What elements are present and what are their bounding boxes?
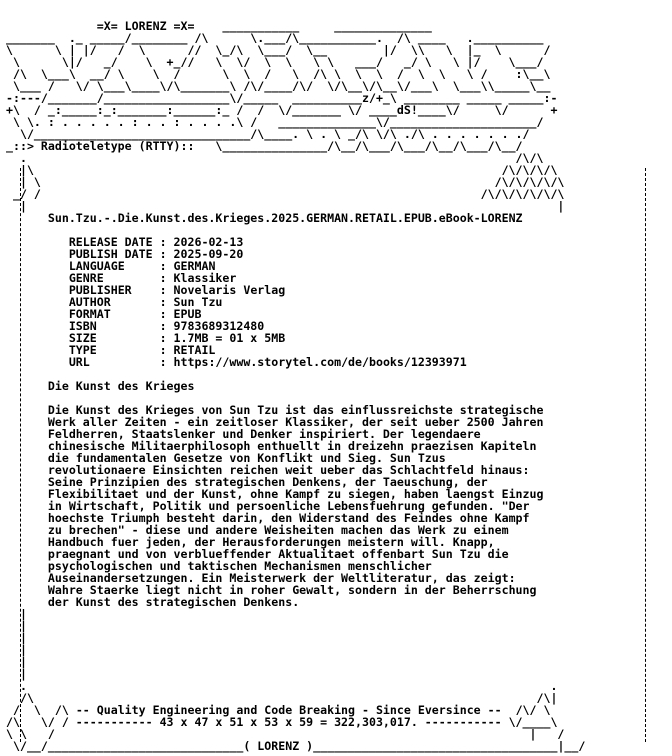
- field-value-size: 1.7MB = 01 x 5MB: [173, 331, 286, 345]
- field-key-publisher: PUBLISHER: [68, 283, 132, 297]
- field-key-release-date: RELEASE DATE: [68, 235, 153, 249]
- subtitle-art: \_______________/\__/\___/\___/\__/\___/\__/ . /\/\ |\ /\/\/\/\ | \ /\/\/\/\/\ _/ / /\/\/\/\/\/\ | |: [12, 139, 565, 213]
- logo-line-1b: ___________ ______________: [222, 19, 432, 33]
- field-value-author: Sun Tzu: [173, 295, 223, 309]
- field-value-url[interactable]: https://www.storytel.com/de/books/12393971: [173, 355, 467, 369]
- logo-art: _______ ._ _____/________ /\ \.___/\___________. /\ ____ .__________ \ \ | |/ / \ // \_/\ \___/ \__ |/ \\ \ |_ \ / \ \|/ _/ \ +_// \ \/ \ \ \ \ ___/ _/ \ \ |/ \___/ /\ \___\ __/ \ \ / \ \ / \ /\ \ \ \ / \ \ \ / :\__\ \___ / \/ \___\____\/\_______\ /\/____/\/ \/\__\/\__\/___\ \___\\_____\__ -:---/_______/__________________\/_____ __________z/+_\ ________ _____ _____:- +\ / _:_____:_:_______:______:_ / / \/_______ \/ ____dS!____\/ \/ + \ \. : . . . . . : . . : . . . .\ / ______________\/_____________________/ \/_______________________________/\____. \ . \ _/\ \/\ ./\ . . . . . . ./: [6, 31, 558, 141]
- field-value-publish-date: 2025-09-20: [173, 247, 244, 261]
- field-key-isbn: ISBN: [68, 319, 97, 333]
- footer-equation: 43 x 47 x 51 x 53 x 59 = 322,303,017.: [159, 715, 418, 729]
- description-line: zu brechen" - diese und andere Weisheiten machen das Werk zu einem: [47, 523, 509, 537]
- field-value-release-date: 2026-02-13: [173, 235, 244, 249]
- field-key-publish-date: PUBLISH DATE: [68, 247, 153, 261]
- description-line: in Wirtschaft, Politik und persoenliche Lebensfuehrung gefunden. "Der: [47, 499, 530, 513]
- field-key-format: FORMAT: [68, 307, 111, 321]
- field-key-size: SIZE: [68, 331, 97, 345]
- field-key-language: LANGUAGE: [68, 259, 125, 273]
- description-line: Handbuch fuer jeden, der Herausforderungen meistern will. Knapp,: [47, 535, 495, 549]
- subtitle: _::> Radioteletype (RTTY)::: [6, 139, 195, 153]
- description-line: Die Kunst des Krieges von Sun Tzu ist das einflussreichste strategische: [47, 403, 544, 417]
- field-value-isbn: 9783689312480: [173, 319, 265, 333]
- description-line: Werk aller Zeiten - ein zeitloser Klassiker, der seit ueber 2500 Jahren: [47, 415, 544, 429]
- field-key-author: AUTHOR: [68, 295, 111, 309]
- description-line: die fundamentalen Gesetze von Konflikt und Sieg. Sun Tzus: [47, 451, 446, 465]
- description-line: revolutionaere Einsichten reichen weit ueber das Schlachtfeld hinaus:: [47, 463, 530, 477]
- description-line: Auseinandersetzungen. Ein Meisterwerk der Weltliteratur, das zeigt:: [47, 571, 516, 585]
- release-name-prefix: [6, 211, 48, 225]
- field-key-url: URL: [68, 355, 90, 369]
- description-line: praegnant und von verblueffender Aktualitaet offenbart Sun Tzu die: [47, 547, 509, 561]
- footer-tagline: -- Quality Engineering and Code Breaking - Since Eversince --: [75, 703, 502, 717]
- field-value-language: GERMAN: [173, 259, 216, 273]
- description-line: Wahre Staerke liegt nicht in roher Gewalt, sondern in der Beherrschung: [47, 583, 537, 597]
- nfo-document: =X= LORENZ =X= ___________ ______________ _______ ._ _____/________ /\ \.___/\___________. /\ ____ .__________ \ \ | |/ / \ // \_/\ \___/ \__ |/ \\ \ |_ \ / \ \|/ _/ \ +_// \ \/ \ \ \ \ ___/ _/ \ \ |/ \___/ /\ \___\ __/ \ \ / \ \ / \ /\ \ \ \ / \ \ \ / :\__\ \___ / \/ \___\____\/\_______\ /\/____/\/ \/\__\/\__\/___\ \___\\_____\__ -:---/_______/__________________\/_____ __________z/+_\ ________ _____ _____:- +\ / _:_____:_:_______:______:_ / / \/_______ \/ ____dS!____\/ \/ + \ \. : . . . . . : . . : . . . .\ / ______________\/_____________________/ \/_______________________________/\____. \ . \ _/\ \/\ ./\ . . . . . . ./ _::> Radioteletype (RTTY):: \_______________/\__/\___/\___/\__/\___/\__/ . /\/\ |\ /\/\/\/\ | \ /\/\/\/\/\ _/ / /\/\/\/\/\/\ | | Sun.Tzu.-.Die.Kunst.des.Krieges.2025.GERMAN.RETAIL.EPUB.eBook-LORENZ RELEASE DATE : 2026-02-13 PUBLISH DATE : 2025-09-20 LANGUAGE : GERMAN GENRE : Klassiker PUBLISHER : Novelaris Verlag AUTHOR : Sun Tzu FORMAT : EPUB ISBN : 9783689312480 SIZE : 1.7MB = 01 x 5MB TYPE : RETAIL URL : https://www.storytel.com/de/books/12393971 Die Kunst des Krieges Die Kunst des Krieges von Sun Tzu ist das einflussreichste strategische Werk aller Zeiten - ein zeitloser Klassiker, der seit ueber 2500 Jahren Feldherren, Staatslenker und Denker inspiriert. Der legendaere chinesische Militaerphilosoph enthuellt in dreizehn praezisen Kapiteln die fundamentalen Gesetze von Konflikt und Sieg. Sun Tzus revolutionaere Einsichten reichen weit ueber das Schlachtfeld hinaus: Seine Prinzipien des strategischen Denkens, der Taeuschung, der Flexibilitaet und der Kunst, ohne Kampf zu siegen, haben laengst Einzug in Wirtschaft, Politik und persoenliche Lebensfuehrung gefunden. "Der hoechste Triumph besteht darin, den Widerstand des Feindes ohne Kampf zu brechen" - diese und andere Weisheiten machen das Werk zu einem Handbuch fuer jeden, der Herausforderungen meistern will. Knapp, praegnant und von verblueffender Aktualitaet offenbart Sun Tzu die psychologischen und taktischen Mechanismen menschlicher Auseinandersetzungen. Ein Meisterwerk der Weltliteratur, das zeigt: Wahre Staerke liegt nicht in roher Gewalt, sondern in der Beherrschung der Kunst des strategischen Denkens. | | | | | | . . /\ /\| / \ /\ -- Quality Engineering and Code Breaking - Since Eversince -- /\/ \ /\ \/ / ----------- 43 x 47 x 51 x 53 x 59 = 322,303,017. ----------- \/____\ \ \ / | / \/__/____________________________( LORENZ )___________________________________|__/: [6, 19, 586, 753]
- footer-signature: ( LORENZ ): [243, 739, 314, 753]
- description-line: hoechste Triumph besteht darin, den Widerstand des Feindes ohne Kampf: [47, 511, 530, 525]
- description-line: Flexibilitaet und der Kunst, ohne Kampf zu siegen, haben laengst Einzug: [47, 487, 544, 501]
- field-value-genre: Klassiker: [173, 271, 237, 285]
- description-line: Seine Prinzipien des strategischen Denkens, der Taeuschung, der: [47, 475, 488, 489]
- field-value-publisher: Novelaris Verlag: [173, 283, 286, 297]
- field-value-format: EPUB: [173, 307, 202, 321]
- release-name: Sun.Tzu.-.Die.Kunst.des.Krieges.2025.GERMAN.RETAIL.EPUB.eBook-LORENZ: [47, 211, 523, 225]
- field-key-genre: GENRE: [68, 271, 104, 285]
- description-line: Feldherren, Staatslenker und Denker inspiriert. Der legendaere: [47, 427, 481, 441]
- book-title: Die Kunst des Krieges: [47, 379, 195, 393]
- description-line: chinesische Militaerphilosoph enthuellt in dreizehn praezisen Kapiteln: [47, 439, 537, 453]
- field-key-type: TYPE: [68, 343, 97, 357]
- field-value-type: RETAIL: [173, 343, 216, 357]
- description-line: psychologischen und taktischen Mechanismen menschlicher: [47, 559, 432, 573]
- group-tag: =X= LORENZ =X=: [96, 19, 195, 33]
- description-line: der Kunst des strategischen Denkens.: [47, 595, 300, 609]
